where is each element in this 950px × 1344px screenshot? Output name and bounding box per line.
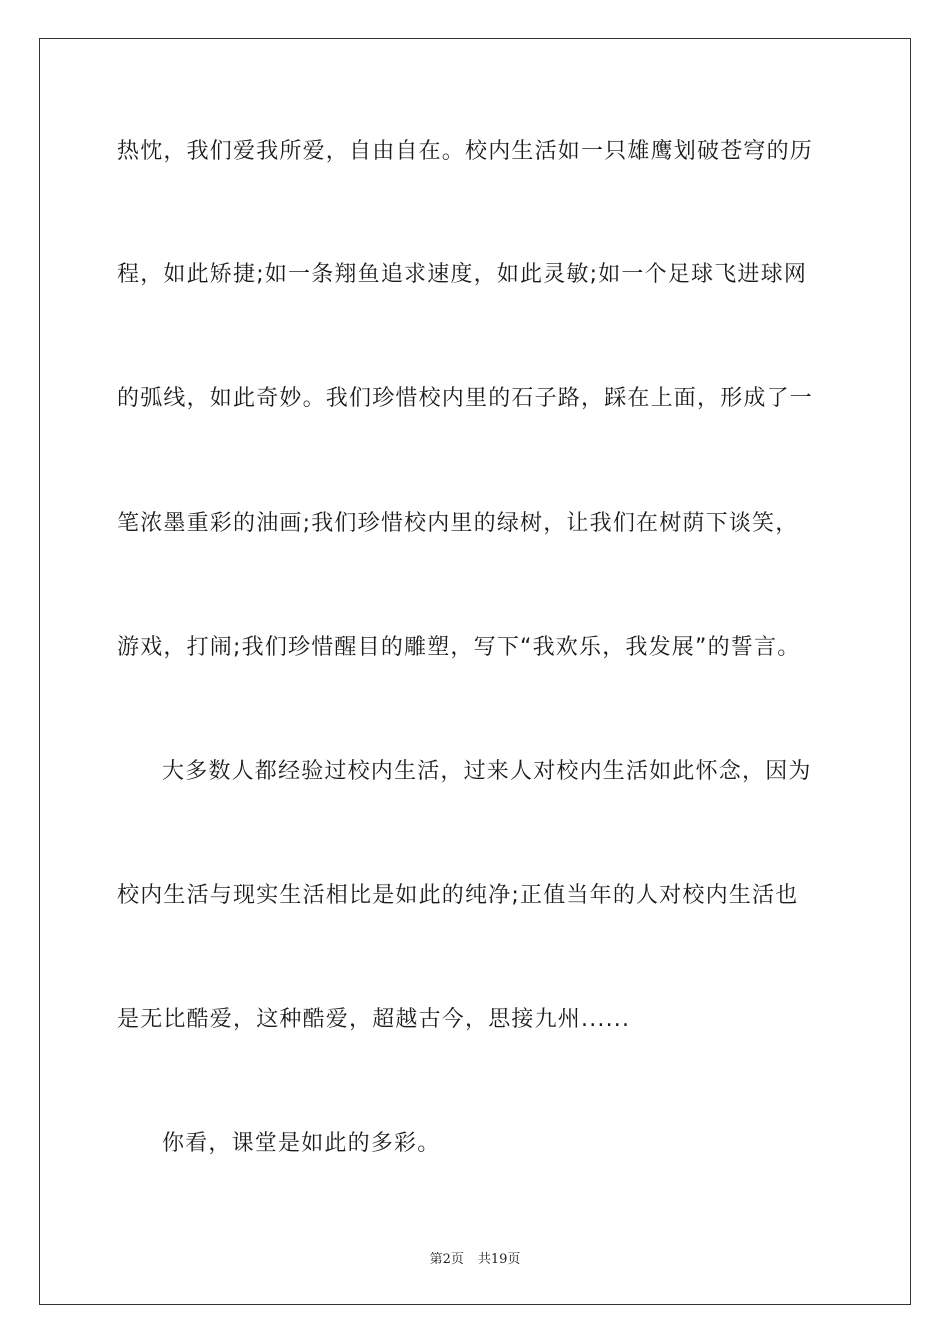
page-frame	[39, 38, 911, 1305]
text-line: 程，如此矫捷;如一条翔鱼追求速度，如此灵敏;如一个足球飞进球网	[117, 262, 808, 287]
text-line: 游戏，打闹;我们珍惜醒目的雕塑，写下“我欢乐，我发展”的誓言。	[117, 635, 801, 660]
paragraph-first-line: 你看，课堂是如此的多彩。	[162, 1131, 441, 1156]
text-line: 是无比酷爱，这种酷爱，超越古今，思接九州......	[117, 1007, 631, 1032]
text-line: 的弧线，如此奇妙。我们珍惜校内里的石子路，踩在上面，形成了一	[117, 386, 814, 411]
page-number: 第2页	[429, 1252, 464, 1267]
page-total: 共19页	[477, 1252, 521, 1267]
page-footer	[0, 1248, 950, 1267]
text-line: 热忱，我们爱我所爱，自由自在。校内生活如一只雄鹰划破苍穹的历	[117, 139, 814, 164]
paragraph-first-line: 大多数人都经验过校内生活，过来人对校内生活如此怀念，因为	[162, 759, 812, 784]
text-line: 笔浓墨重彩的油画;我们珍惜校内里的绿树，让我们在树荫下谈笑，	[117, 511, 799, 536]
text-line: 校内生活与现实生活相比是如此的纯净;正值当年的人对校内生活也	[117, 883, 799, 908]
